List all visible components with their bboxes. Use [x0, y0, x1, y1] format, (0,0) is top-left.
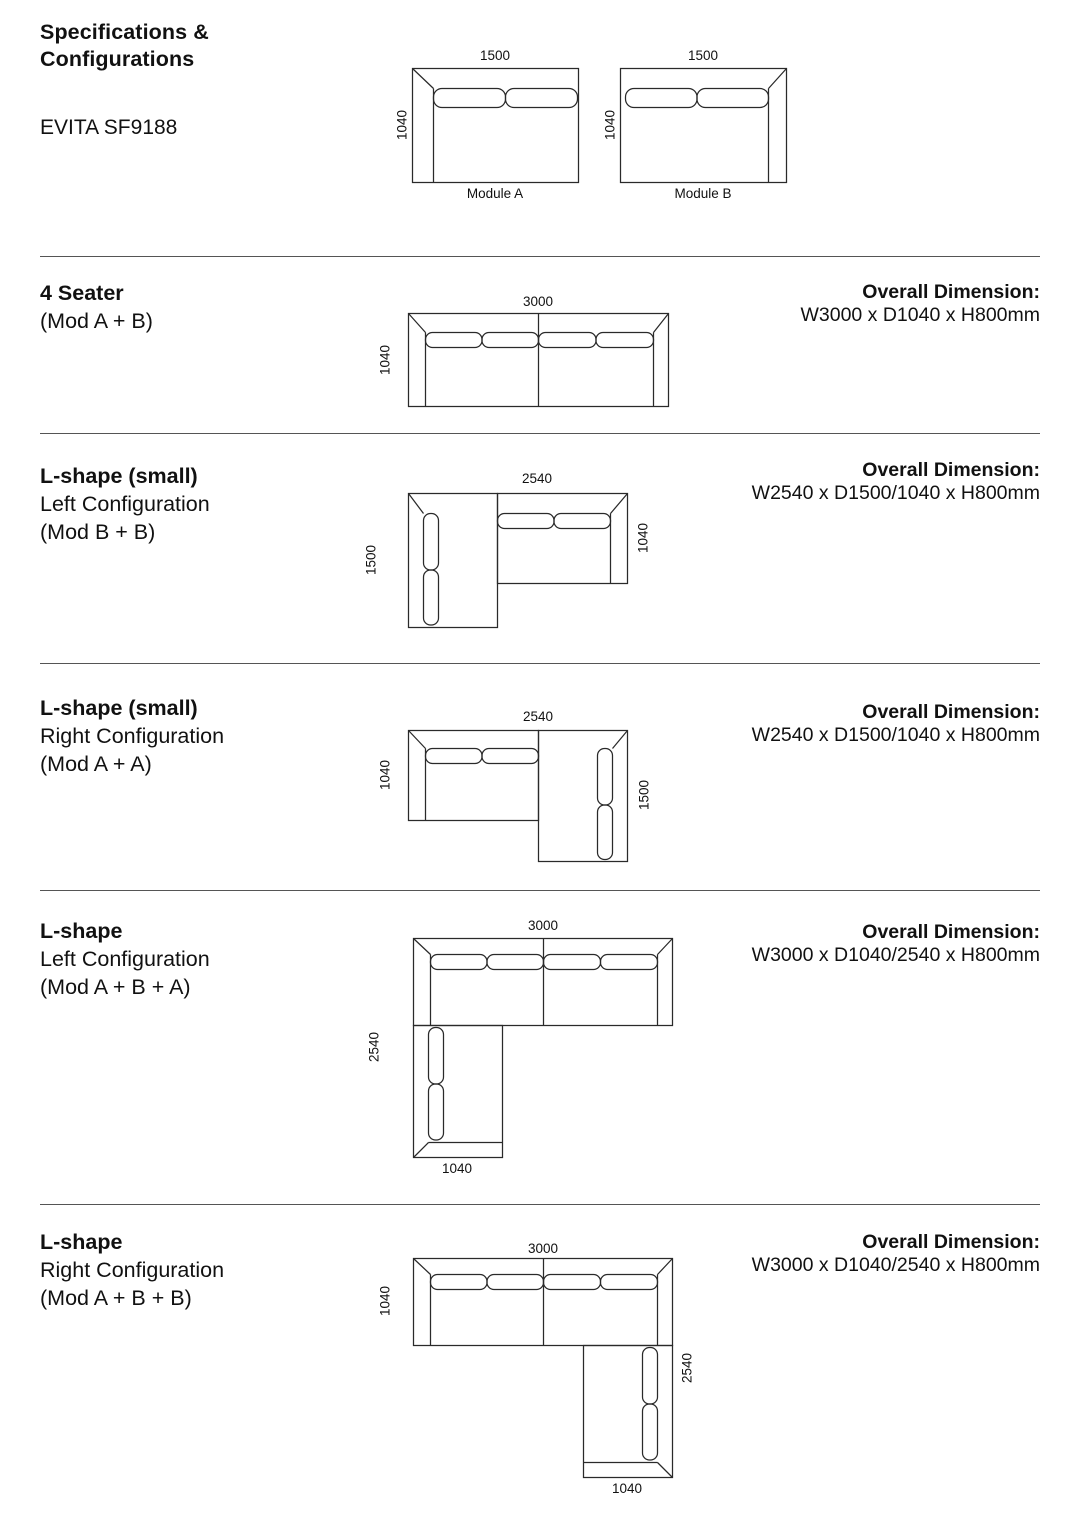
module-label: Module B — [674, 186, 732, 201]
section-divider — [40, 1204, 1040, 1205]
section-heading-l-small-right — [40, 694, 224, 778]
seat-cushions — [426, 749, 613, 860]
overall-dimension-title: Overall Dimension: — [862, 921, 1040, 943]
model-name: EVITA SF9188 — [40, 116, 178, 139]
dimension-label-width: 1500 — [479, 48, 511, 63]
l-shape-left-diagram — [360, 915, 700, 1190]
section-heading-l-small-left — [40, 462, 210, 546]
dimension-label-right: 2540 — [679, 1352, 695, 1384]
dimension-label-left: 1500 — [363, 544, 379, 576]
heading-line: (Mod A + A) — [40, 752, 152, 776]
overall-dimension-title: Overall Dimension: — [862, 281, 1040, 303]
section-heading-l-shape-right — [40, 1228, 224, 1312]
heading-line: Left Configuration — [40, 492, 210, 516]
overall-dimension-title: Overall Dimension: — [862, 701, 1040, 723]
overall-dimension-value: W3000 x D1040 x H800mm — [800, 303, 1040, 326]
overall-dimension-value: W3000 x D1040/2540 x H800mm — [751, 1253, 1040, 1276]
sofa-outline — [413, 69, 579, 183]
sofa-outline — [414, 939, 673, 1158]
overall-dimension-block — [752, 1231, 1040, 1276]
l-shape-right-diagram — [360, 1235, 705, 1515]
dimension-label-left: 1040 — [377, 344, 393, 376]
sofa-outline — [621, 69, 787, 183]
l-shape-small-right-diagram — [355, 700, 685, 885]
overall-dimension-value: W3000 x D1040/2540 x H800mm — [751, 943, 1040, 966]
dimension-label-depth: 1040 — [602, 109, 618, 141]
dimension-label-top: 3000 — [527, 1241, 559, 1256]
section-heading-l-shape-left — [40, 917, 210, 1001]
overall-dimension-value: W2540 x D1500/1040 x H800mm — [751, 481, 1040, 504]
overall-dimension-value: W2540 x D1500/1040 x H800mm — [751, 723, 1040, 746]
heading-line: L-shape (small) — [40, 696, 198, 720]
heading-line: L-shape (small) — [40, 464, 198, 488]
heading-line: (Mod B + B) — [40, 520, 156, 544]
dimension-label-depth: 1040 — [394, 109, 410, 141]
module-label: Module A — [466, 186, 524, 201]
module-a-diagram — [393, 44, 593, 209]
overall-dimension-title: Overall Dimension: — [862, 459, 1040, 481]
seat-cushions — [434, 89, 578, 108]
dimension-label-left: 2540 — [366, 1031, 382, 1063]
seat-cushions — [426, 333, 654, 348]
overall-dimension-block — [752, 459, 1040, 504]
sofa-outline — [414, 1259, 673, 1478]
dimension-label-top: 3000 — [522, 294, 554, 309]
dimension-label-width: 1500 — [687, 48, 719, 63]
four-seater-diagram — [370, 290, 700, 420]
page-title-line2: Configurations — [40, 47, 195, 71]
overall-dimension-title: Overall Dimension: — [862, 1231, 1040, 1253]
heading-line: Left Configuration — [40, 947, 210, 971]
section-heading-4-seater — [40, 279, 153, 335]
dimension-label-right: 1500 — [636, 779, 652, 811]
overall-dimension-block — [752, 921, 1040, 966]
dimension-label-top: 2540 — [522, 709, 554, 724]
heading-line: (Mod A + B + A) — [40, 975, 191, 999]
page-title — [40, 19, 209, 73]
section-divider — [40, 433, 1040, 434]
dimension-label-bottom: 1040 — [441, 1161, 473, 1176]
page-title-line1: Specifications & — [40, 20, 209, 44]
dimension-label-left: 1040 — [377, 759, 393, 791]
heading-line: L-shape — [40, 919, 123, 943]
seat-cushions — [626, 89, 769, 108]
heading-line: (Mod A + B + B) — [40, 1286, 192, 1310]
section-divider — [40, 256, 1040, 257]
dimension-label-right: 1040 — [635, 522, 651, 554]
heading-line: 4 Seater — [40, 281, 124, 305]
l-shape-small-left-diagram — [355, 465, 685, 650]
module-b-diagram — [601, 44, 801, 209]
dimension-label-top: 2540 — [521, 471, 553, 486]
overall-dimension-block — [752, 701, 1040, 746]
heading-line: L-shape — [40, 1230, 123, 1254]
section-divider — [40, 663, 1040, 664]
section-divider — [40, 890, 1040, 891]
heading-line: Right Configuration — [40, 1258, 225, 1282]
overall-dimension-block — [800, 281, 1040, 326]
sofa-outline — [409, 731, 628, 862]
dimension-label-top: 3000 — [527, 918, 559, 933]
dimension-label-left: 1040 — [377, 1285, 393, 1317]
heading-line: Right Configuration — [40, 724, 225, 748]
seat-cushions — [424, 514, 611, 626]
sofa-outline — [409, 314, 669, 407]
dimension-label-bottom: 1040 — [611, 1481, 643, 1496]
heading-line: (Mod A + B) — [40, 309, 153, 333]
